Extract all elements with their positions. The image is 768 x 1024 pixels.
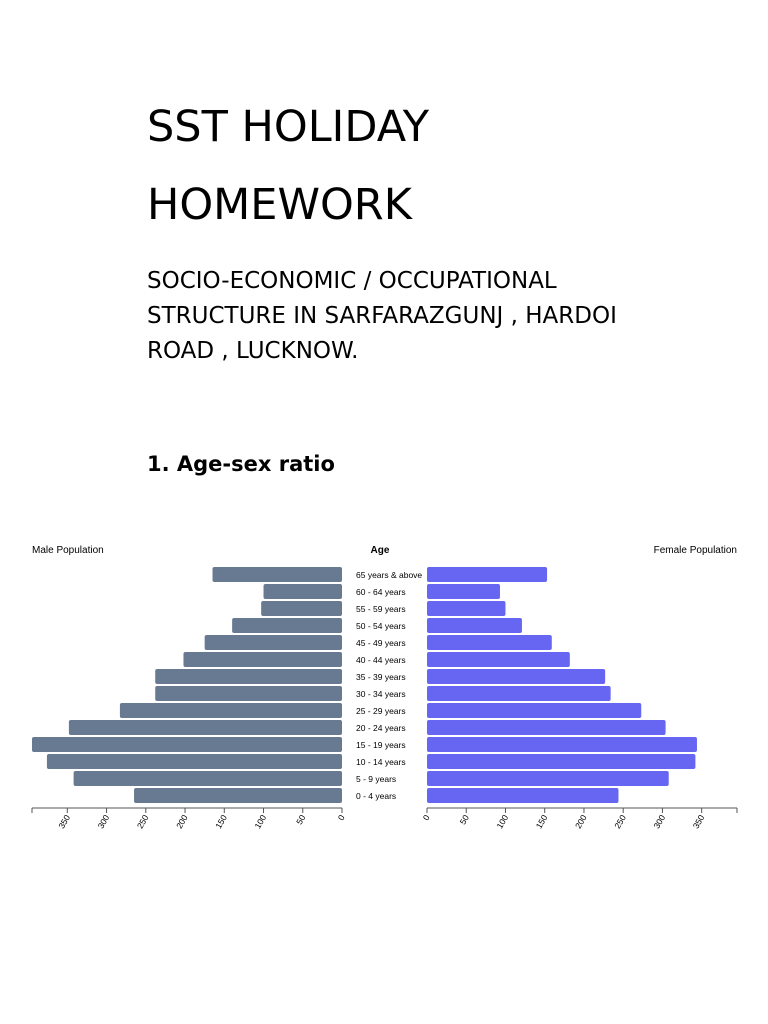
female-bar: [427, 720, 666, 735]
male-bar: [261, 601, 342, 616]
age-group-label: 10 - 14 years: [356, 757, 406, 767]
male-axis-tick-label: 250: [134, 813, 151, 831]
age-group-label: 35 - 39 years: [356, 672, 406, 682]
female-axis-tick-label: 50: [457, 813, 471, 827]
male-bar: [232, 618, 342, 633]
title-line-2: HOMEWORK: [147, 180, 412, 230]
age-group-label: 5 - 9 years: [356, 774, 397, 784]
female-bar: [427, 771, 669, 786]
female-bar: [427, 601, 505, 616]
male-bar: [183, 652, 342, 667]
male-axis-tick-label: 200: [174, 813, 190, 831]
age-group-label: 15 - 19 years: [356, 740, 406, 750]
male-axis-tick-label: 0: [335, 813, 347, 823]
section-heading: 1. Age-sex ratio: [147, 452, 335, 476]
age-group-label: 30 - 34 years: [356, 689, 406, 699]
female-bar: [427, 754, 695, 769]
male-bars: [32, 567, 342, 803]
male-bar: [205, 635, 342, 650]
title-line-1: SST HOLIDAY: [147, 102, 430, 152]
age-group-label: 55 - 59 years: [356, 604, 406, 614]
female-bar: [427, 686, 611, 701]
female-bars: [427, 567, 697, 803]
male-bar: [134, 788, 342, 803]
male-bar: [32, 737, 342, 752]
age-group-label: 20 - 24 years: [356, 723, 406, 733]
male-bar: [155, 669, 342, 684]
subtitle-line-1: SOCIO-ECONOMIC / OCCUPATIONAL: [147, 268, 557, 294]
female-bar: [427, 635, 552, 650]
female-axis-tick-label: 100: [494, 813, 511, 831]
page-title: [147, 88, 429, 244]
female-axis-tick-label: 350: [690, 813, 707, 831]
female-axis-tick-label: 150: [533, 813, 550, 831]
subtitle-line-2: STRUCTURE IN SARFARAZGUNJ , HARDOI: [147, 303, 617, 329]
female-bar: [427, 703, 641, 718]
document-subtitle: [147, 264, 707, 369]
female-axis-tick-label: 0: [420, 813, 432, 823]
female-bar: [427, 737, 697, 752]
age-group-label: 25 - 29 years: [356, 706, 406, 716]
female-bar: [427, 584, 500, 599]
male-axis-tick-label: 150: [213, 813, 230, 831]
male-axis-tick-label: 350: [56, 813, 73, 831]
female-axis-tick-label: 300: [651, 813, 668, 831]
male-axis-tick-label: 300: [95, 813, 112, 831]
male-bar: [213, 567, 342, 582]
female-axis-tick-label: 250: [612, 813, 628, 831]
male-axis-tick-label: 50: [294, 813, 308, 827]
male-bar: [155, 686, 342, 701]
female-bar: [427, 652, 570, 667]
male-axis: [32, 808, 347, 830]
female-axis-tick-label: 200: [572, 813, 589, 831]
age-group-label: 40 - 44 years: [356, 655, 406, 665]
age-group-label: 50 - 54 years: [356, 621, 406, 631]
subtitle-line-3: ROAD , LUCKNOW.: [147, 338, 359, 364]
age-axis-title: Age: [370, 545, 390, 556]
female-bar: [427, 567, 547, 582]
male-population-label: Male Population: [32, 545, 104, 556]
male-bar: [264, 584, 342, 599]
male-bar: [69, 720, 342, 735]
age-labels: [356, 570, 422, 801]
male-bar: [47, 754, 342, 769]
female-bar: [427, 618, 522, 633]
male-axis-tick-label: 100: [252, 813, 269, 831]
female-bar: [427, 788, 618, 803]
female-population-label: Female Population: [653, 545, 737, 556]
female-axis: [421, 808, 737, 830]
male-bar: [120, 703, 342, 718]
male-bar: [74, 771, 342, 786]
age-group-label: 45 - 49 years: [356, 638, 406, 648]
age-group-label: 0 - 4 years: [356, 791, 397, 801]
age-group-label: 60 - 64 years: [356, 587, 406, 597]
age-group-label: 65 years & above: [356, 570, 423, 580]
population-pyramid-chart: [0, 530, 768, 840]
female-bar: [427, 669, 605, 684]
